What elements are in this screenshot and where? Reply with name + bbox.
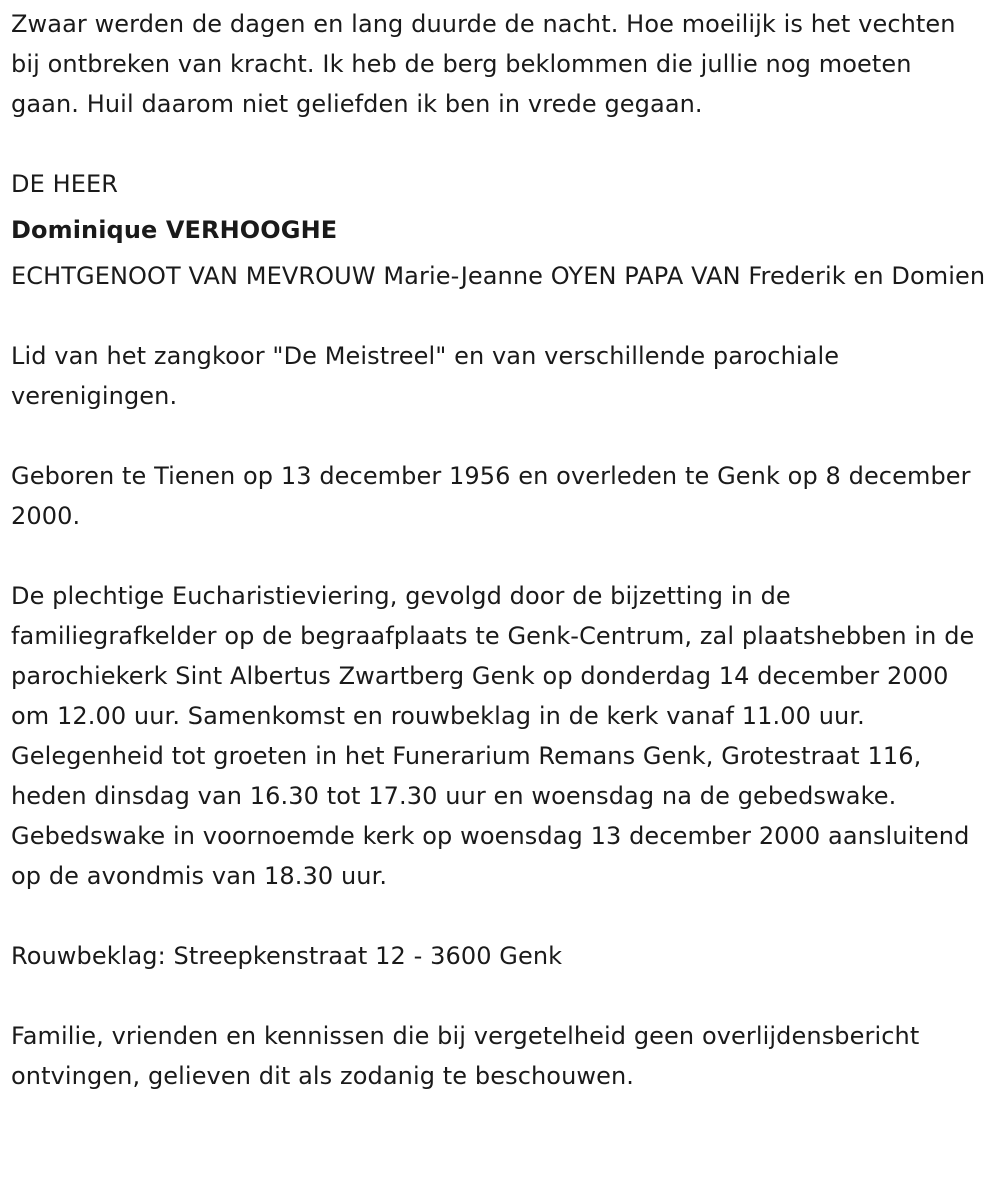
spacer <box>11 124 986 164</box>
honorific-title: DE HEER <box>11 170 119 198</box>
spacer <box>11 536 986 576</box>
birth-death-text: Geboren te Tienen op 13 december 1956 en overleden te Genk op 8 december 2000. <box>11 462 971 530</box>
deceased-name: Dominique VERHOOGHE <box>11 216 338 244</box>
spacer <box>11 896 986 936</box>
closing-text: Familie, vrienden en kennissen die bij vergetelheid geen overlijdensbericht ontvingen, gelieven dit als zodanig te beschouwen. <box>11 1022 920 1090</box>
condolence-address: Rouwbeklag: Streepkenstraat 12 - 3600 Genk <box>11 942 563 970</box>
obituary-document <box>11 0 986 1096</box>
spacer <box>11 976 986 1016</box>
spacer <box>11 416 986 456</box>
ceremony-text: De plechtige Eucharistieviering, gevolgd door de bijzetting in de familiegrafkelder op de begraafplaats te Genk-Centrum, zal plaatshebben in de parochiekerk Sint Albertus Zwartberg Genk op donderdag 14 december 2000 om 12.00 uur. Samenkomst en rouwbeklag in de kerk vanaf 11.00 uur. Gelegenheid tot groeten in het Funerarium Remans Genk, Grotestraat 116, heden dinsdag van 16.30 tot 17.30 uur en woensdag na de gebedswake. Gebedswake in voornoemde kerk op woensdag 13 december 2000 aansluitend op de avondmis van 18.30 uur. <box>11 582 975 890</box>
intro-poem: Zwaar werden de dagen en lang duurde de nacht. Hoe moeilijk is het vechten bij ontbreken van kracht. Ik heb de berg beklommen die jullie nog moeten gaan. Huil daarom niet geliefden ik ben in vrede gegaan. <box>11 10 956 118</box>
family-relation: ECHTGENOOT VAN MEVROUW Marie-Jeanne OYEN PAPA VAN Frederik en Domien <box>11 262 986 290</box>
spacer <box>11 296 986 336</box>
membership-text: Lid van het zangkoor "De Meistreel" en van verschillende parochiale verenigingen. <box>11 342 840 410</box>
